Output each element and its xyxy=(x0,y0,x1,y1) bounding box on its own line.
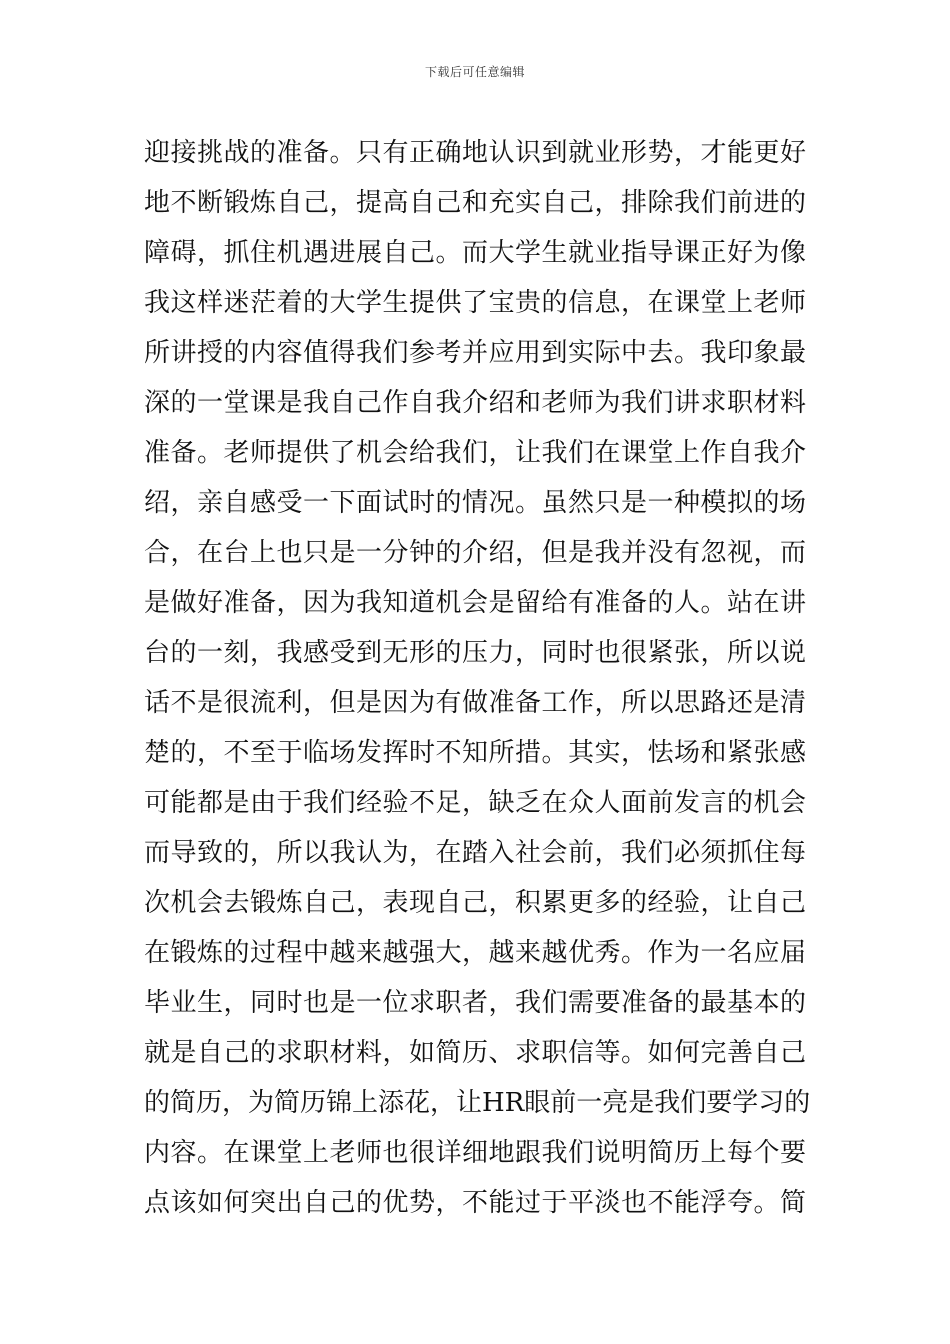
text-line: 楚的，不至于临场发挥时不知所措。其实，怯场和紧张感 xyxy=(144,738,806,768)
text-line: 毕业生，同时也是一位求职者，我们需要准备的最基本的 xyxy=(144,988,806,1018)
text-line: 迎接挑战的准备。只有正确地认识到就业形势，才能更好 xyxy=(144,138,806,168)
text-line: 深的一堂课是我自己作自我介绍和老师为我们讲求职材料 xyxy=(144,388,806,418)
text-line: 是做好准备，因为我知道机会是留给有准备的人。站在讲 xyxy=(144,588,806,618)
text-line: 就是自己的求职材料，如简历、求职信等。如何完善自己 xyxy=(144,1038,806,1068)
text-line: 地不断锻炼自己，提高自己和充实自己，排除我们前进的 xyxy=(144,188,806,218)
text-line: 而导致的，所以我认为，在踏入社会前，我们必须抓住每 xyxy=(144,838,806,868)
text-line: 在锻炼的过程中越来越强大，越来越优秀。作为一名应届 xyxy=(144,938,806,968)
text-line: 话不是很流利，但是因为有做准备工作，所以思路还是清 xyxy=(144,688,806,718)
text-line: 所讲授的内容值得我们参考并应用到实际中去。我印象最 xyxy=(144,338,806,368)
text-line: 障碍，抓住机遇进展自己。而大学生就业指导课正好为像 xyxy=(144,238,806,268)
text-line: 台的一刻，我感受到无形的压力，同时也很紧张，所以说 xyxy=(144,638,806,668)
text-line: 的简历，为简历锦上添花，让HR眼前一亮是我们要学习的 xyxy=(144,1088,811,1118)
text-line: 我这样迷茫着的大学生提供了宝贵的信息，在课堂上老师 xyxy=(144,288,806,318)
text-line: 准备。老师提供了机会给我们，让我们在课堂上作自我介 xyxy=(144,438,806,468)
text-line: 绍，亲自感受一下面试时的情况。虽然只是一种模拟的场 xyxy=(144,488,806,518)
text-line: 次机会去锻炼自己，表现自己，积累更多的经验，让自己 xyxy=(144,888,806,918)
page-header: 下载后可任意编辑 xyxy=(424,65,525,79)
text-line: 可能都是由于我们经验不足，缺乏在众人面前发言的机会 xyxy=(144,788,806,818)
text-line: 点该如何突出自己的优势，不能过于平淡也不能浮夸。简 xyxy=(144,1188,806,1218)
text-line: 内容。在课堂上老师也很详细地跟我们说明简历上每个要 xyxy=(144,1138,806,1168)
text-line: 合，在台上也只是一分钟的介绍，但是我并没有忽视，而 xyxy=(144,538,806,568)
